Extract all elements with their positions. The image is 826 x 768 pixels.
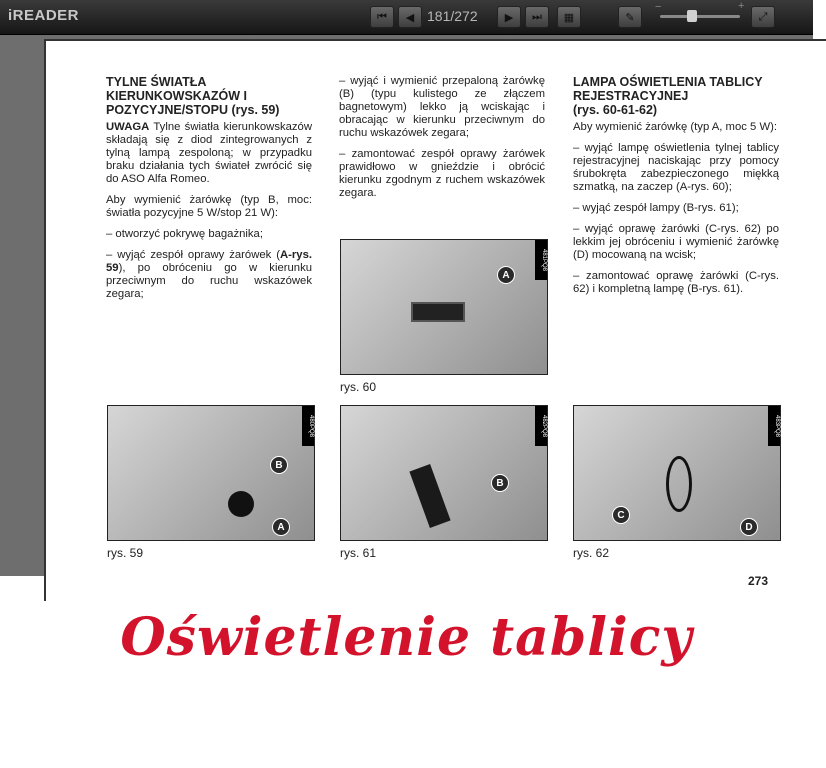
app-title: iREADER (8, 7, 80, 24)
figure-60-image (340, 239, 548, 375)
fullscreen-button[interactable] (751, 6, 775, 28)
column-left (106, 75, 312, 309)
paragraph: – zamontować zespół oprawy żarówek prawidłowo w gnieździe i obrócić kierunku zgodnym z ruchem wskazówek zegara. (339, 148, 545, 199)
paragraph: Aby wymienić żarówkę (typ A, moc 5 W): (573, 121, 778, 133)
zoom-minus-icon[interactable]: − (655, 1, 662, 13)
figure-62-caption: rys. 62 (573, 546, 610, 560)
wire-shape (666, 456, 692, 512)
section-heading-tail-lights: TYLNE ŚWIATŁA KIERUNKOWSKAZÓW I POZYCYJNE/STOPU (106, 75, 247, 117)
figure-60-caption: rys. 60 (340, 380, 377, 394)
figure-59-image (107, 405, 315, 541)
paragraph: – wyjąć i wymienić przepaloną żarówkę (B) (typu kulistego ze złączem bagnetowym) lekko ją wciskając i obracając w kierunku przeciwnym do ruchu wskazówek zegara; (339, 75, 545, 139)
figure-code: 480PQ8 (302, 406, 314, 446)
figure-62-image (573, 405, 781, 541)
next-page-button[interactable] (497, 6, 521, 28)
figure-61-caption: rys. 61 (340, 546, 377, 560)
paragraph: – zamontować oprawę żarówki (C-rys. 62) i kompletną lampę (B-rys. 61). (573, 270, 779, 295)
paragraph: – wyjąć oprawę żarówki (C-rys. 62) po lekkim jej obróceniu i wymienić żarówkę (D) mocowaną na wcisk; (573, 223, 779, 261)
figure-code: 481PQ8 (535, 240, 547, 280)
zoom-slider[interactable] (660, 15, 740, 18)
prev-page-button[interactable] (398, 6, 422, 28)
paragraph: – wyjąć lampę oświetlenia tylnej tablicy rejestracyjnej naciskając przy pomocy śrubokręta zabezpieczonego miękką szmatką, na zaczep (A-rys. 60); (573, 142, 779, 193)
figure-code: 483PQ8 (768, 406, 780, 446)
callout-label: B (270, 456, 288, 474)
figure-59-caption: rys. 59 (107, 546, 144, 560)
grid-view-icon: ▦ (563, 11, 575, 24)
callout-label: D (740, 518, 758, 536)
bulb-shape (228, 491, 254, 517)
paragraph: Aby wymienić żarówkę (typ B, moc: światła pozycyjne 5 W/stop 21 W): (106, 194, 312, 219)
heading-ref: (rys. 59) (231, 103, 280, 117)
heading-ref: (rys. 60-61-62) (573, 103, 658, 117)
callout-label: C (612, 506, 630, 524)
section-heading-plate-lamp: LAMPA OŚWIETLENIA TABLICY REJESTRACYJNEJ (573, 75, 763, 103)
grid-view-button[interactable] (557, 6, 581, 28)
first-page-icon: ⏮ (377, 10, 387, 23)
settings-button[interactable] (618, 6, 642, 28)
page-indicator: 181/272 (427, 8, 478, 24)
lamp-unit-shape (409, 464, 450, 528)
prev-page-icon: ◀ (405, 11, 415, 24)
banner-title: Oświetlenie tablicy (120, 607, 693, 668)
paragraph-part: ), po obróceniu go w kierunku przeciwnym do ruchu wskazówek zegara; (106, 262, 312, 300)
last-page-button[interactable] (525, 6, 549, 28)
document-page (44, 39, 826, 601)
fullscreen-icon: ⤢ (758, 10, 768, 23)
note-label: UWAGA (106, 121, 150, 133)
document-viewer[interactable] (0, 35, 813, 588)
paragraph-part: – wyjąć zespół oprawy żarówek ( (106, 249, 280, 261)
figure-61-image (340, 405, 548, 541)
settings-icon: ✎ (625, 11, 635, 24)
callout-label: B (491, 474, 509, 492)
callout-label: A (272, 518, 290, 536)
figure-ref: A-rys. 59 (106, 249, 312, 274)
first-page-button[interactable] (370, 6, 394, 28)
figure-code: 482PQ8 (535, 406, 547, 446)
toolbar (0, 0, 813, 35)
column-right (573, 75, 779, 304)
column-middle (339, 75, 545, 208)
note-text: Tylne światła kierunkowskazów składają się z diod zintegrowanych z tylną lampą zespoloną; w przypadku braku działania tych świateł zwrócić się do ASO Alfa Romeo. (106, 121, 312, 185)
callout-label: A (497, 266, 515, 284)
last-page-icon: ⏭ (532, 10, 542, 23)
page-number: 273 (748, 574, 769, 588)
paragraph: – otworzyć pokrywę bagażnika; (106, 228, 263, 240)
paragraph: – wyjąć zespół lampy (B-rys. 61); (573, 202, 739, 214)
zoom-slider-handle[interactable] (687, 10, 697, 22)
zoom-plus-icon[interactable]: + (738, 0, 745, 12)
next-page-icon: ▶ (504, 11, 514, 24)
lamp-shape (411, 302, 465, 322)
